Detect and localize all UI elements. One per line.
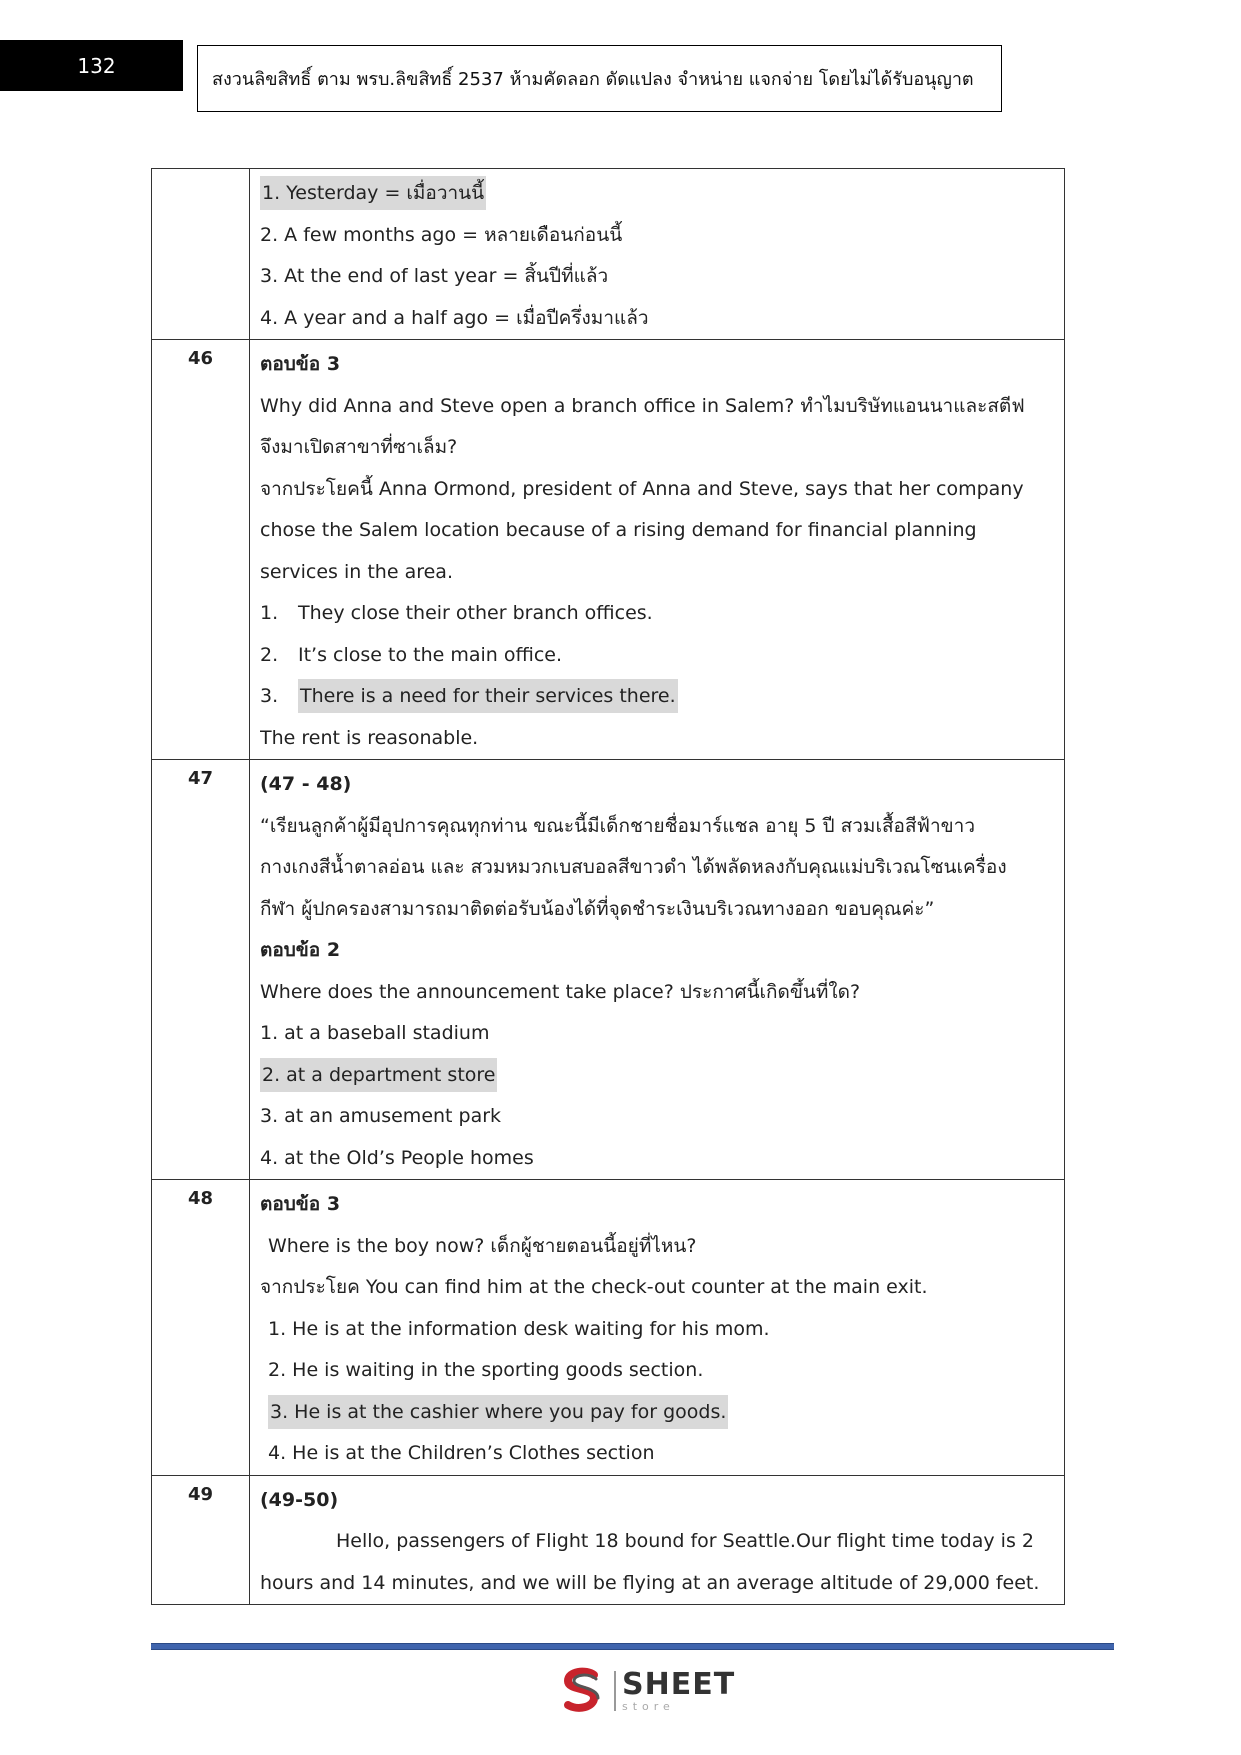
option-line: 2. A few months ago = หลายเดือนก่อนนี้	[260, 223, 623, 246]
passage-text: Hello, passengers of Flight 18 bound for Seattle.Our flight time today is 2	[336, 1530, 1034, 1552]
highlighted-correct-answer: 3. He is at the cashier where you pay for goods.	[268, 1395, 728, 1429]
option-line: 3. at an amusement park	[260, 1105, 502, 1127]
question-text: Where is the boy now? เด็กผู้ชายตอนนี้อยู่ที่ไหน?	[268, 1234, 697, 1257]
answer-key: ตอบข้อ 3	[260, 353, 341, 375]
answer-table	[151, 168, 1065, 1605]
sheet-store-logo	[556, 1665, 735, 1717]
option-line: 4. A year and a half ago = เมื่อปีครึ่งมาแล้ว	[260, 306, 649, 329]
option-line: 3. There is a need for their services there.	[260, 676, 1054, 718]
table-row	[152, 760, 1065, 1180]
option-line: 2. It’s close to the main office.	[260, 643, 563, 666]
answer-key: ตอบข้อ 2	[260, 939, 341, 961]
logo-divider	[614, 1671, 616, 1711]
announcement-text: กีฬา ผู้ปกครองสามารถมาติดต่อรับน้องได้ที่จุดชำระเงินบริเวณทางออก ขอบคุณค่ะ”	[260, 897, 935, 920]
option-line: 1. He is at the information desk waiting for his mom.	[268, 1317, 770, 1340]
question-number-46: 46	[152, 340, 250, 760]
option-line: 1. They close their other branch offices.	[260, 602, 653, 624]
question-text: จึงมาเปิดสาขาที่ซาเล็ม?	[260, 436, 458, 458]
answer-cell	[250, 1475, 1065, 1605]
highlighted-correct-answer: 2. at a department store	[260, 1058, 497, 1092]
highlighted-correct-answer: 1. Yesterday = เมื่อวานนี้	[260, 176, 486, 210]
copyright-notice: สงวนลิขสิทธิ์ ตาม พรบ.ลิขสิทธิ์ 2537 ห้ามคัดลอก ดัดแปลง จำหน่าย แจกจ่าย โดยไม่ได้รับอนุญาต	[197, 45, 1002, 112]
explanation-text: chose the Salem location because of a rising demand for financial planning	[260, 519, 977, 541]
question-number-cell	[152, 169, 250, 340]
announcement-text: กางเกงสีน้ำตาลอ่อน และ สวมหมวกเบสบอลสีขาวดำ ได้พลัดหลงกับคุณแม่บริเวณโซนเครื่อง	[260, 856, 1007, 878]
option-line: 2. He is waiting in the sporting goods section.	[268, 1359, 704, 1381]
logo-subtitle: store	[622, 1700, 675, 1713]
question-text: Why did Anna and Steve open a branch office in Salem? ทำไมบริษัทแอนนาและสตีฟ	[260, 394, 1025, 417]
sheet-store-s-logo-icon	[556, 1665, 608, 1717]
explanation-text: services in the area.	[260, 560, 453, 583]
highlighted-correct-answer: There is a need for their services there.	[298, 679, 678, 713]
logo-wordmark: SHEET	[622, 1667, 736, 1702]
question-number-49: 49	[152, 1475, 250, 1605]
table-row	[152, 1475, 1065, 1605]
answer-cell	[250, 169, 1065, 340]
option-line: The rent is reasonable.	[260, 726, 479, 749]
question-number-47: 47	[152, 760, 250, 1180]
option-line: 3. At the end of last year = สิ้นปีที่แล้ว	[260, 265, 609, 287]
table-row	[152, 340, 1065, 760]
page-number: 132	[0, 40, 183, 91]
answer-cell	[250, 760, 1065, 1180]
option-line: 4. He is at the Children’s Clothes section	[268, 1442, 655, 1464]
option-line: 1. at a baseball stadium	[260, 1022, 490, 1044]
question-range: (49-50)	[260, 1488, 339, 1511]
announcement-text: “เรียนลูกค้าผู้มีอุปการคุณทุกท่าน ขณะนี้มีเด็กชายชื่อมาร์แชล อายุ 5 ปี สวมเสื้อสีฟ้าขาว	[260, 814, 975, 837]
explanation-text: จากประโยคนี้ Anna Ormond, president of Anna and Steve, says that her company	[260, 477, 1024, 500]
question-text: Where does the announcement take place? ประกาศนี้เกิดขึ้นที่ใด?	[260, 980, 861, 1003]
explanation-text: จากประโยค You can find him at the check-out counter at the main exit.	[260, 1276, 928, 1298]
table-row	[152, 169, 1065, 340]
passage-text: hours and 14 minutes, and we will be flying at an average altitude of 29,000 feet.	[260, 1571, 1040, 1594]
question-number-48: 48	[152, 1180, 250, 1476]
answer-key: ตอบข้อ 3	[260, 1193, 341, 1215]
answer-cell	[250, 1180, 1065, 1476]
option-line: 4. at the Old’s People homes	[260, 1146, 534, 1169]
table-row	[152, 1180, 1065, 1476]
answer-cell	[250, 340, 1065, 760]
question-range: (47 - 48)	[260, 773, 352, 795]
footer-rule	[151, 1643, 1114, 1650]
